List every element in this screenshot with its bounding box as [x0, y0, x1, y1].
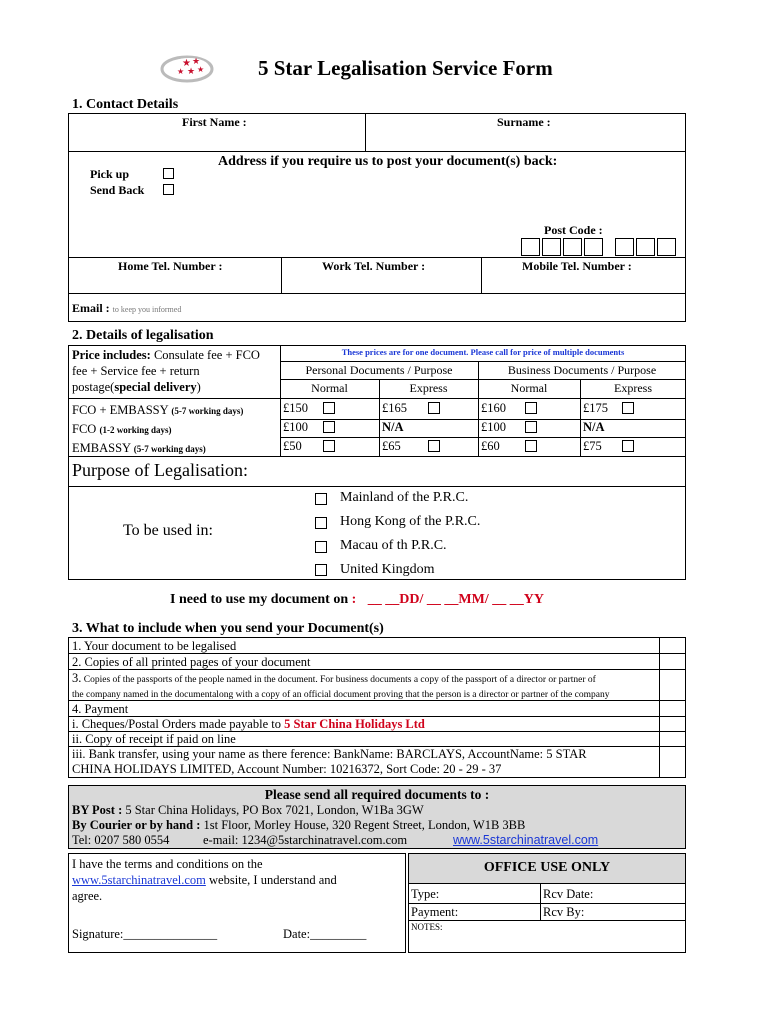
surname-label: Surname : — [497, 115, 551, 129]
payment-cheque: i. Cheques/Postal Orders made payable to 5 Star China Holidays Ltd — [72, 717, 425, 731]
include-item-2: 2. Copies of all printed pages of your document — [72, 655, 311, 669]
first-name-field[interactable] — [69, 129, 364, 150]
place-label: United Kingdom — [340, 562, 435, 577]
svg-text:★: ★ — [177, 67, 185, 76]
price-cell: £50 — [283, 439, 302, 453]
send-to-title: Please send all required documents to : — [264, 787, 490, 802]
first-name-label: First Name : — [182, 115, 247, 129]
include-item-1: 1. Your document to be legalised — [72, 639, 237, 653]
email-row — [72, 301, 181, 316]
signature-field[interactable]: Signature:_______________ — [72, 927, 218, 941]
date-field[interactable]: Date:_________ — [283, 927, 367, 941]
price-checkbox[interactable] — [323, 421, 335, 433]
contact-heading: 1. Contact Details — [72, 97, 179, 112]
home-tel-label: Home Tel. Number : — [118, 259, 223, 273]
include-item-4: 4. Payment — [72, 702, 129, 716]
price-checkbox[interactable] — [323, 402, 335, 414]
home-tel-field[interactable] — [69, 274, 280, 292]
pick-up-checkbox[interactable] — [163, 168, 174, 179]
five-star-logo-icon — [160, 52, 218, 84]
email-label: Email : — [72, 301, 110, 315]
price-cell: £60 — [481, 439, 500, 453]
send-by-courier: By Courier or by hand : 1st Floor, Morley House, 320 Regent Street, London, W1B 3BB — [72, 818, 526, 832]
place-checkbox-hong-kong[interactable] — [315, 517, 327, 529]
price-cell: N/A — [583, 420, 605, 434]
price-checkbox[interactable] — [428, 440, 440, 452]
office-rcv-by: Rcv By: — [543, 905, 585, 919]
address-title: Address if you require us to post your document(s) back: — [218, 154, 558, 169]
personal-normal-header: Normal — [311, 381, 348, 395]
payment-receipt: ii. Copy of receipt if paid on line — [72, 732, 236, 746]
mobile-tel-field[interactable] — [482, 274, 685, 292]
pick-up-label: Pick up — [90, 167, 130, 181]
address-field[interactable] — [190, 172, 670, 222]
work-tel-label: Work Tel. Number : — [322, 259, 426, 273]
personal-express-header: Express — [409, 381, 448, 395]
service-row-fco-embassy: FCO + EMBASSY (5-7 working days) — [72, 403, 244, 417]
email-field[interactable] — [190, 296, 680, 318]
multi-doc-note: These prices are for one document. Please call for price of multiple documents — [341, 347, 625, 357]
price-cell: £165 — [382, 401, 407, 415]
page-title: 5 Star Legalisation Service Form — [258, 56, 553, 80]
work-tel-field[interactable] — [282, 274, 480, 292]
service-row-fco: FCO (1-2 working days) — [72, 422, 172, 436]
price-cell: £100 — [283, 420, 308, 434]
business-normal-header: Normal — [510, 381, 548, 395]
price-checkbox[interactable] — [622, 440, 634, 452]
svg-text:★: ★ — [187, 66, 196, 76]
price-checkbox[interactable] — [428, 402, 440, 414]
place-checkbox-uk[interactable] — [315, 564, 327, 576]
payment-bank-transfer: iii. Bank transfer, using your name as there ference: BankName: BARCLAYS, AccountName: 5 STAR CHINA HOLIDAYS LIMITED, Account Number: 10216372, Sort Code: 20 - 29 - 37 — [72, 747, 587, 776]
mobile-tel-label: Mobile Tel. Number : — [522, 259, 632, 273]
price-includes: Price includes: Consulate fee + FCO fee + Service fee + return postage(special delivery) — [72, 348, 260, 394]
office-payment: Payment: — [411, 905, 459, 919]
svg-text:★: ★ — [192, 56, 201, 66]
contact-email[interactable]: e-mail: 1234@5starchinatravel.com.com — [203, 833, 408, 847]
price-checkbox[interactable] — [525, 421, 537, 433]
office-notes: NOTES: — [411, 922, 443, 932]
used-in-label: To be used in: — [123, 522, 213, 539]
price-cell: £65 — [382, 439, 401, 453]
need-date-label: I need to use my document on — [170, 592, 349, 607]
price-checkbox[interactable] — [323, 440, 335, 452]
terms-link[interactable]: www.5starchinatravel.com — [72, 873, 206, 887]
contact-tel: Tel: 0207 580 0554 — [72, 833, 170, 847]
website-link[interactable]: www.5starchinatravel.com — [453, 833, 599, 847]
price-cell: £175 — [583, 401, 608, 415]
place-checkbox-mainland[interactable] — [315, 493, 327, 505]
place-label: Macau of th P.R.C. — [340, 538, 447, 553]
place-label: Mainland of the P.R.C. — [340, 490, 469, 505]
legalisation-heading: 2. Details of legalisation — [72, 328, 214, 343]
need-date-row: I need to use my document on : __ __DD/ __ __MM/ __ __YY — [170, 592, 544, 607]
business-express-header: Express — [614, 381, 652, 395]
send-back-checkbox[interactable] — [163, 184, 174, 195]
price-checkbox[interactable] — [525, 402, 537, 414]
price-checkbox[interactable] — [525, 440, 537, 452]
price-cell: £150 — [283, 401, 308, 415]
need-date-field[interactable]: __ __DD/ __ __MM/ __ __YY — [367, 592, 544, 607]
place-label: Hong Kong of the P.R.C. — [340, 514, 481, 529]
include-item-3: 3. Copies of the passports of the people named in the document. For business documents a copy of the passport of a director or partner of the company named in the documentalong with a copy of an official document proving that the person is a director or partner of the company — [72, 671, 610, 700]
place-checkbox-macau[interactable] — [315, 541, 327, 553]
personal-header: Personal Documents / Purpose — [305, 363, 453, 377]
terms-text: I have the terms and conditions on the www.5starchinatravel.com website, I understand and agree. — [72, 857, 337, 903]
price-checkbox[interactable] — [622, 402, 634, 414]
price-cell: £100 — [481, 420, 506, 434]
service-row-embassy: EMBASSY (5-7 working days) — [72, 441, 206, 455]
price-cell: N/A — [382, 420, 404, 434]
price-cell: £160 — [481, 401, 506, 415]
surname-field[interactable] — [366, 129, 685, 150]
purpose-title: Purpose of Legalisation: — [72, 460, 248, 480]
office-type: Type: — [411, 887, 440, 901]
post-code-label: Post Code : — [544, 223, 603, 237]
office-use-title: OFFICE USE ONLY — [483, 860, 611, 875]
send-back-label: Send Back — [90, 183, 145, 197]
business-header: Business Documents / Purpose — [507, 363, 657, 377]
logo — [160, 52, 218, 84]
include-heading: 3. What to include when you send your Document(s) — [72, 621, 384, 636]
price-cell: £75 — [583, 439, 602, 453]
office-rcv-date: Rcv Date: — [543, 887, 594, 901]
email-hint: to keep you informed — [112, 305, 182, 314]
svg-text:★: ★ — [182, 58, 191, 69]
send-by-post: BY Post : 5 Star China Holidays, PO Box 7021, London, W1Ba 3GW — [72, 803, 424, 817]
svg-text:★: ★ — [197, 65, 205, 74]
